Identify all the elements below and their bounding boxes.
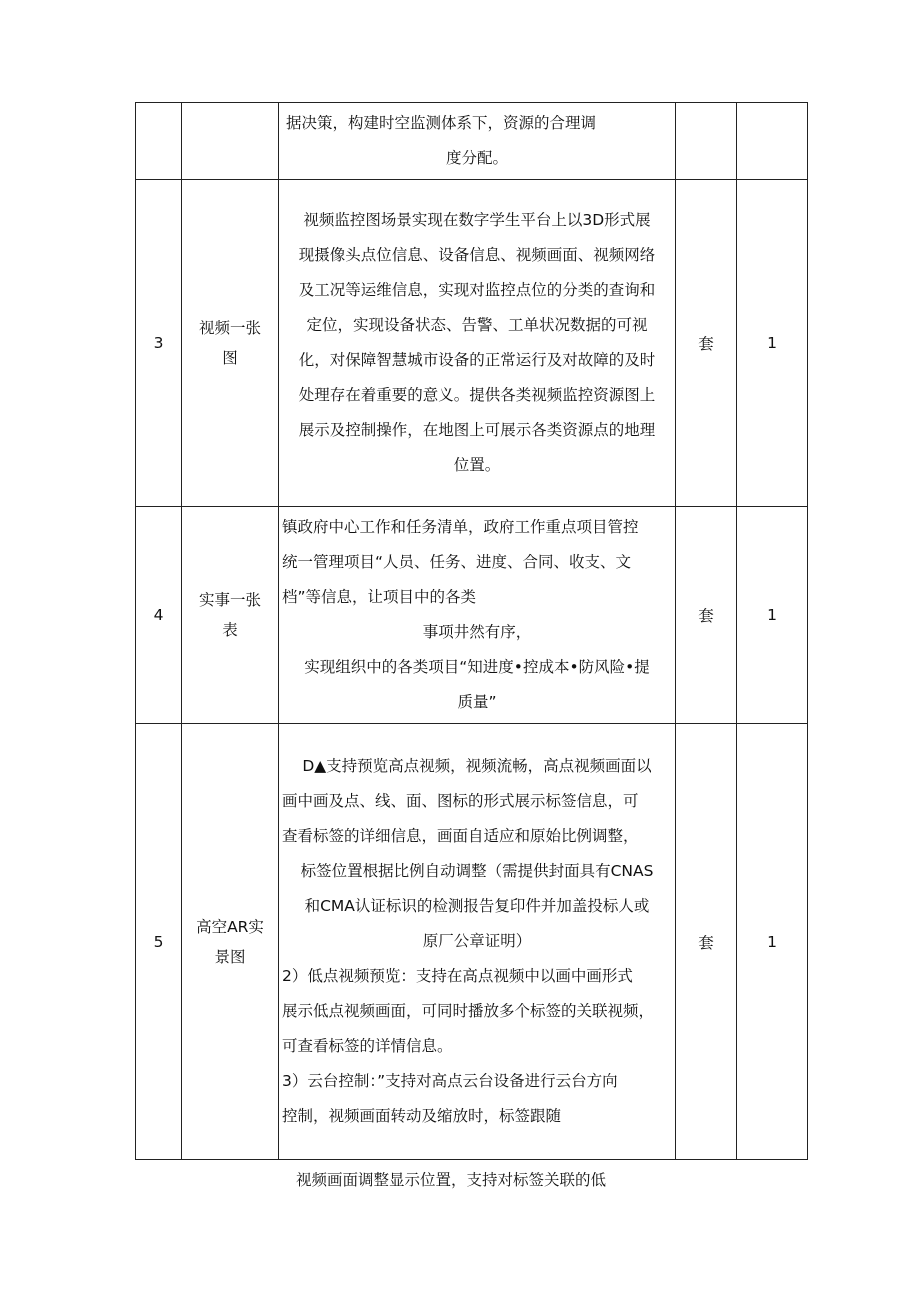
description-line: 视频监控图场景实现在数字学生平台上以3D形式展 <box>303 211 651 229</box>
spec-table <box>135 102 808 1160</box>
description-line: 位置。 <box>453 456 501 474</box>
description-line: 现摄像头点位信息、设备信息、视频画面、视频网络 <box>298 246 656 264</box>
unit-cell: 套 <box>676 180 737 507</box>
table-row <box>136 724 808 1160</box>
description-line: 2）低点视频预览：支持在高点视频中以画中画形式 <box>282 967 633 985</box>
item-name-cell <box>182 103 279 180</box>
description-line: 质量” <box>457 693 497 711</box>
description-line: 展示及控制操作，在地图上可展示各类资源点的地理 <box>298 421 656 439</box>
description-line: 度分配。 <box>445 149 508 167</box>
quantity-cell: 1 <box>737 507 808 724</box>
description-line: 档”等信息，让项目中的各类 <box>282 588 477 606</box>
row-number-cell: 5 <box>136 724 182 1160</box>
unit-cell: 套 <box>676 507 737 724</box>
row-number-cell: 4 <box>136 507 182 724</box>
description-line: 及工况等运维信息，实现对监控点位的分类的查询和 <box>298 281 656 299</box>
description-line: 据决策，构建时空监测体系下，资源的合理调 <box>286 114 597 132</box>
table-row <box>136 507 808 724</box>
description-line: 实现组织中的各类项目“知进度•控成本•防风险•提 <box>304 658 650 676</box>
table-row <box>136 103 808 180</box>
item-name-line: 表 <box>222 621 238 639</box>
description-line: 和CMA认证标识的检测报告复印件并加盖投标人或 <box>304 897 650 915</box>
trailing-paragraph: 视频画面调整显示位置，支持对标签关联的低 <box>296 1171 607 1189</box>
description-cell <box>279 507 676 724</box>
description-line: 查看标签的详细信息，画面自适应和原始比例调整， <box>282 827 639 845</box>
description-line: 展示低点视频画面，可同时播放多个标签的关联视频， <box>282 1002 655 1020</box>
description-cell <box>279 724 676 1160</box>
description-line: 定位，实现设备状态、告警、工单状况数据的可视 <box>306 316 648 334</box>
row-number-cell <box>136 103 182 180</box>
item-name-line: 实事一张 <box>198 591 261 609</box>
description-line: 标签位置根据比例自动调整（需提供封面具有CNAS <box>300 862 654 880</box>
description-line: D▲支持预览高点视频，视频流畅，高点视频画面以 <box>302 757 652 775</box>
description-cell <box>279 103 676 180</box>
description-line: 统一管理项目“人员、任务、进度、合同、收支、文 <box>282 553 632 571</box>
item-name-cell <box>182 180 279 507</box>
item-name-line: 图 <box>222 349 238 367</box>
quantity-cell <box>737 103 808 180</box>
description-line: 画中画及点、线、面、图标的形式展示标签信息，可 <box>282 792 639 810</box>
item-name-line: 高空AR实 <box>196 917 264 936</box>
item-name-cell <box>182 724 279 1160</box>
description-line: 原厂公章证明） <box>422 932 532 950</box>
item-name-cell <box>182 507 279 724</box>
item-name-line: 景图 <box>214 947 246 966</box>
description-line: 化，对保障智慧城市设备的正常运行及对故障的及时 <box>298 351 656 369</box>
description-line: 3）云台控制：”支持对高点云台设备进行云台方向 <box>282 1072 618 1090</box>
description-line: 事项井然有序， <box>422 623 532 641</box>
quantity-cell: 1 <box>737 724 808 1160</box>
description-line: 处理存在着重要的意义。提供各类视频监控资源图上 <box>298 386 656 404</box>
row-number-cell: 3 <box>136 180 182 507</box>
description-line: 可查看标签的详情信息。 <box>282 1037 453 1055</box>
description-line: 镇政府中心工作和任务清单，政府工作重点项目管控 <box>282 518 639 536</box>
table-row <box>136 180 808 507</box>
unit-cell <box>676 103 737 180</box>
quantity-cell: 1 <box>737 180 808 507</box>
unit-cell: 套 <box>676 724 737 1160</box>
item-name-line: 视频一张 <box>198 319 261 337</box>
description-line: 控制，视频画面转动及缩放时，标签跟随 <box>282 1107 562 1125</box>
description-cell <box>279 180 676 507</box>
